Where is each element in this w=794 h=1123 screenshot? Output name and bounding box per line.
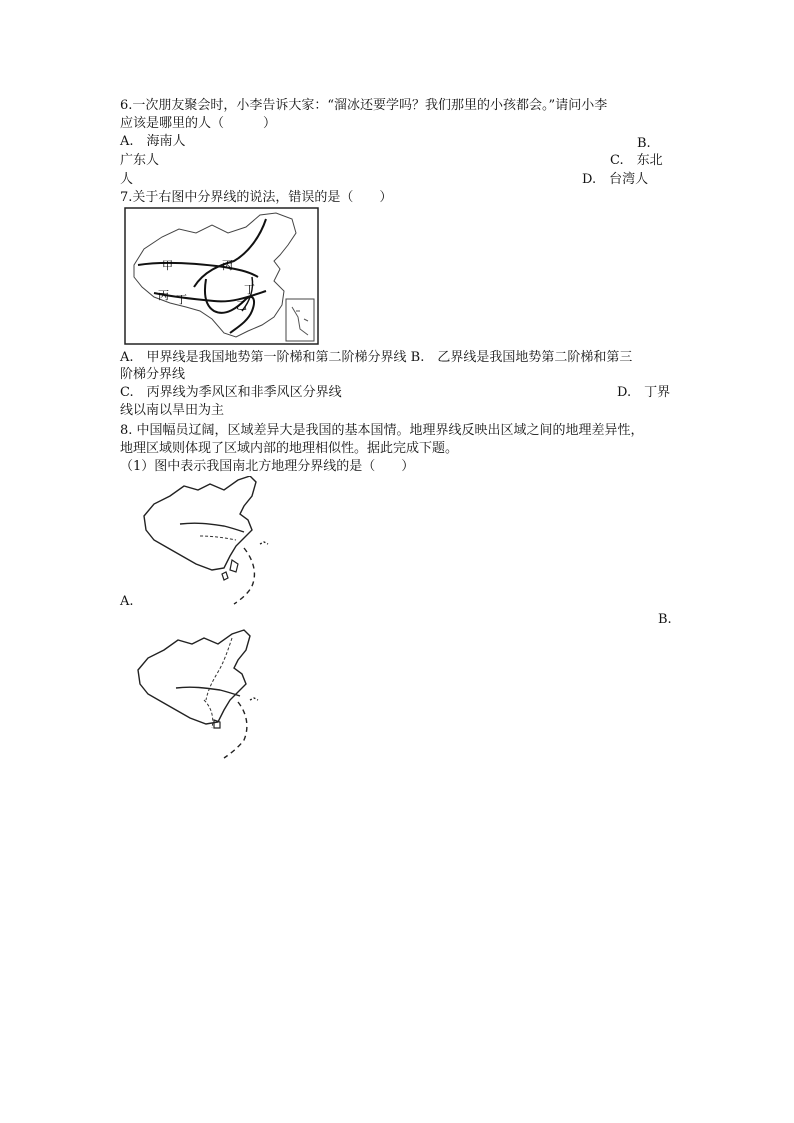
q6-option-b: B. — [637, 136, 651, 151]
q8-sub-question-1: （1）图中表示我国南北方地理分界线的是（ ） — [120, 459, 415, 474]
q6-option-a: A. 海南人 — [120, 134, 186, 149]
q6-stem-line2: 应该是哪里的人（ ） — [120, 116, 277, 131]
map-label-yi: 乙 — [236, 299, 247, 312]
q8-option-b-map — [132, 628, 277, 760]
map-label-ding-2: 丁 — [244, 283, 255, 296]
q8-option-a-map — [140, 476, 285, 606]
map-label-bing: 丙 — [222, 259, 233, 272]
q7-china-boundary-map — [124, 207, 319, 345]
q7-option-b-continued: 阶梯分界线 — [120, 367, 186, 382]
q8-option-b: B. — [658, 612, 672, 627]
q6-stem-line1: 6.一次朋友聚会时，小李告诉大家：“溜冰还要学吗？我们那里的小孩都会。”请问小李 — [120, 98, 608, 113]
map-label-bing-2: 丙 — [158, 289, 169, 302]
q7-option-d: D. 丁界 — [617, 385, 671, 400]
q7-option-c: C. 丙界线为季风区和非季风区分界线 — [120, 385, 342, 400]
q8-option-a: A. — [120, 594, 134, 609]
q6-option-c-continued: 人 — [120, 172, 134, 187]
q6-option-c: C. 东北 — [610, 153, 663, 168]
map-label-ding: 丁 — [176, 293, 187, 306]
q7-stem: 7.关于右图中分界线的说法，错误的是（ ） — [120, 190, 393, 205]
map-label-jia: 甲 — [162, 259, 173, 272]
q7-option-a-b: A. 甲界线是我国地势第一阶梯和第二阶梯分界线 B. 乙界线是我国地势第二阶梯和第三 — [120, 350, 633, 365]
q6-option-b-continued: 广东人 — [120, 153, 160, 168]
q8-stem-line1: 8. 中国幅员辽阔，区域差异大是我国的基本国情。地理界线反映出区域之间的地理差异性， — [120, 423, 644, 438]
q8-stem-line2: 地理区域则体现了区域内部的地理相似性。据此完成下题。 — [120, 441, 459, 456]
q7-option-d-continued: 线以南以旱田为主 — [120, 403, 225, 418]
q6-option-d: D. 台湾人 — [582, 172, 649, 187]
